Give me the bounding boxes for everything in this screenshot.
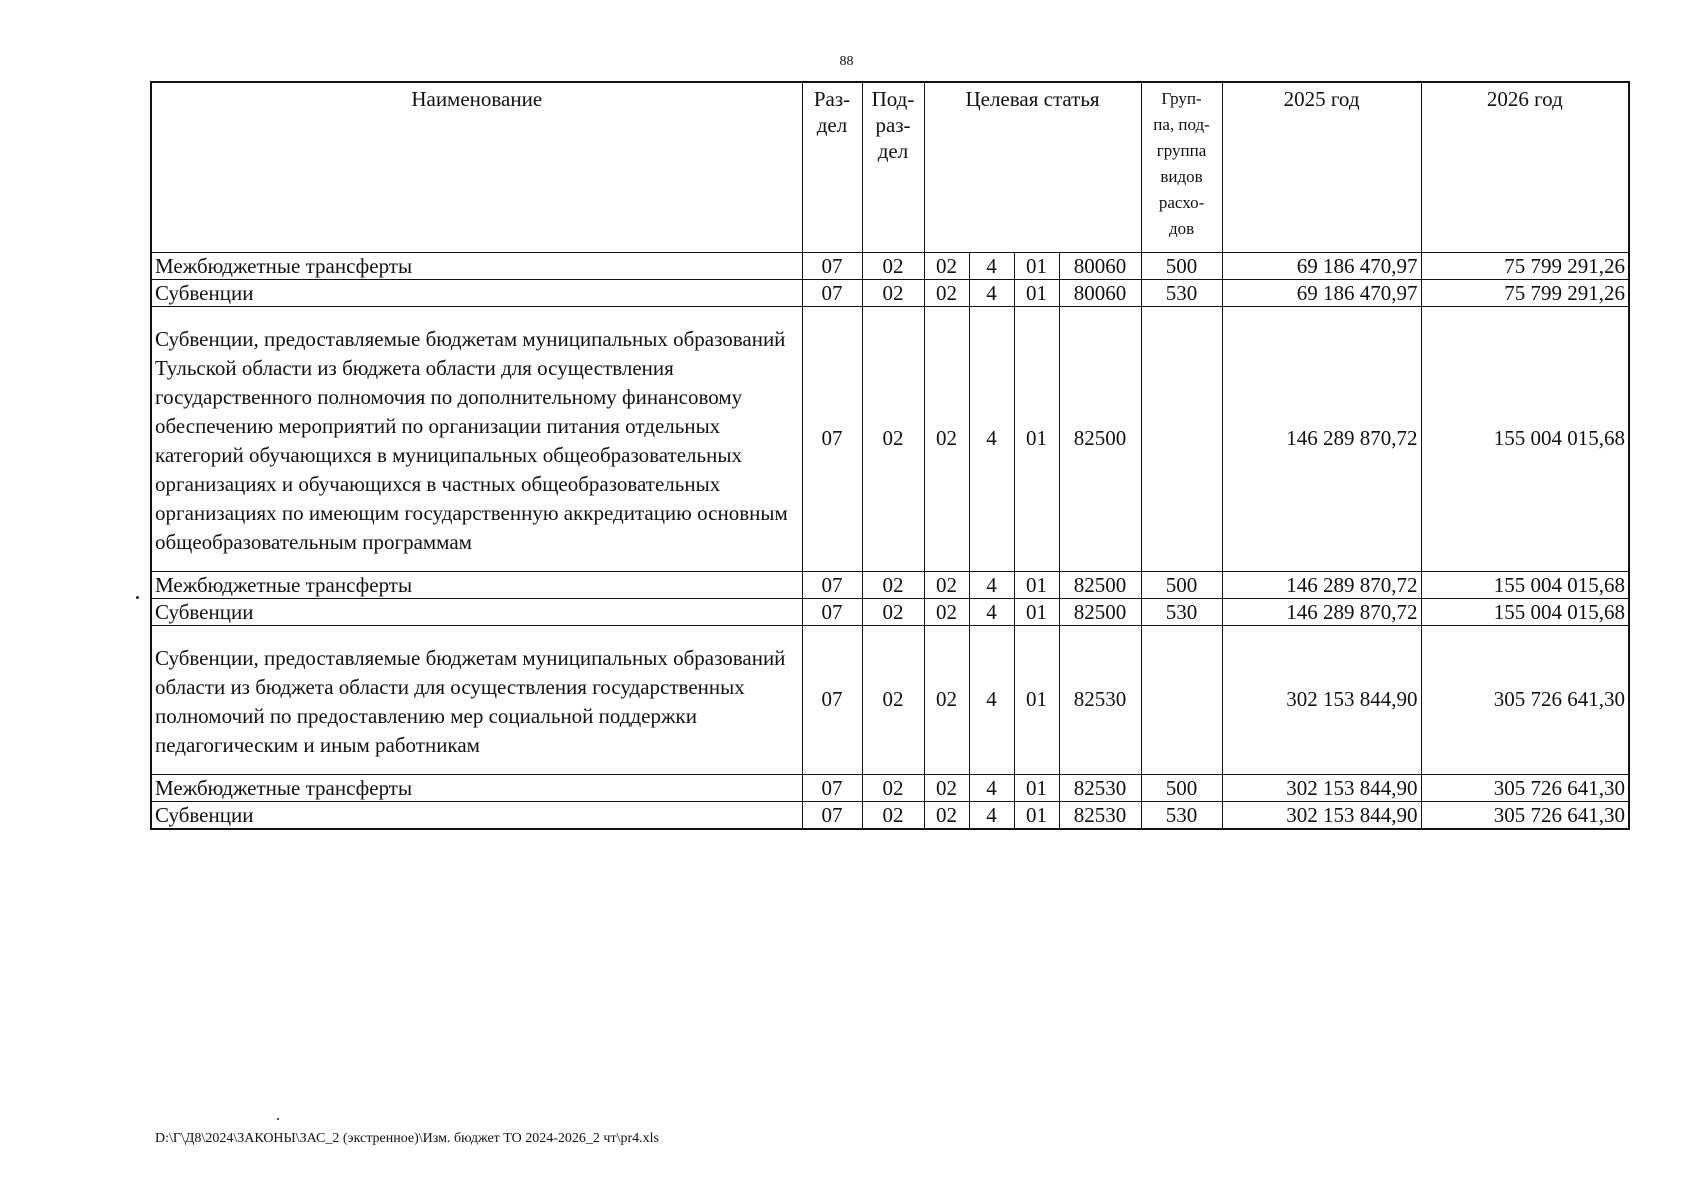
- table-row: [151, 774, 1629, 801]
- row-target-2: 4: [969, 306, 1014, 571]
- row-target-4: 80060: [1059, 252, 1141, 279]
- table-row: [151, 571, 1629, 598]
- row-target-1: 02: [924, 801, 969, 829]
- row-target-2: 4: [969, 625, 1014, 774]
- row-target-3: 01: [1014, 252, 1059, 279]
- row-2026: 305 726 641,30: [1421, 774, 1629, 801]
- row-name: Межбюджетные трансферты: [151, 774, 802, 801]
- row-target-2: 4: [969, 279, 1014, 306]
- header-name: Наименование: [151, 82, 802, 252]
- row-podrazdel: 02: [862, 801, 924, 829]
- row-2026: 75 799 291,26: [1421, 279, 1629, 306]
- row-target-2: 4: [969, 571, 1014, 598]
- row-target-3: 01: [1014, 625, 1059, 774]
- row-group: [1141, 306, 1222, 571]
- budget-table: [150, 81, 1630, 830]
- row-target-1: 02: [924, 306, 969, 571]
- header-year-2025: 2025 год: [1222, 82, 1421, 252]
- row-2026: 155 004 015,68: [1421, 571, 1629, 598]
- row-target-4: 80060: [1059, 279, 1141, 306]
- row-2026: 305 726 641,30: [1421, 625, 1629, 774]
- row-2025: 69 186 470,97: [1222, 252, 1421, 279]
- row-target-2: 4: [969, 801, 1014, 829]
- table-row: [151, 279, 1629, 306]
- row-target-1: 02: [924, 625, 969, 774]
- row-2026: 155 004 015,68: [1421, 306, 1629, 571]
- row-target-3: 01: [1014, 598, 1059, 625]
- row-target-1: 02: [924, 571, 969, 598]
- row-razdel: 07: [802, 279, 862, 306]
- row-target-3: 01: [1014, 306, 1059, 571]
- row-podrazdel: 02: [862, 625, 924, 774]
- scan-speck: [136, 596, 139, 599]
- row-target-4: 82500: [1059, 571, 1141, 598]
- header-razdel: Раз- дел: [802, 82, 862, 252]
- footer-file-path: D:\Г\Д8\2024\ЗАКОНЫ\ЗАС_2 (экстренное)\Изм. бюджет ТО 2024-2026_2 чт\pr4.xls: [155, 1131, 659, 1146]
- row-2025: 302 153 844,90: [1222, 625, 1421, 774]
- row-name: Субвенции: [151, 598, 802, 625]
- row-razdel: 07: [802, 571, 862, 598]
- row-group: 500: [1141, 571, 1222, 598]
- table-row: [151, 598, 1629, 625]
- row-target-1: 02: [924, 598, 969, 625]
- row-group: 500: [1141, 774, 1222, 801]
- row-group: 530: [1141, 598, 1222, 625]
- row-2026: 305 726 641,30: [1421, 801, 1629, 829]
- row-2025: 146 289 870,72: [1222, 571, 1421, 598]
- row-name: Субвенции, предоставляемые бюджетам муниципальных образований области из бюджета области для осуществления государственных полномочий по предоставлению мер социальной поддержки педагогическим и иным работникам: [151, 625, 802, 774]
- row-2026: 75 799 291,26: [1421, 252, 1629, 279]
- row-name: Субвенции: [151, 279, 802, 306]
- header-year-2026: 2026 год: [1421, 82, 1629, 252]
- row-name: Субвенции: [151, 801, 802, 829]
- row-2025: 146 289 870,72: [1222, 598, 1421, 625]
- row-group: 530: [1141, 801, 1222, 829]
- row-name: Субвенции, предоставляемые бюджетам муниципальных образований Тульской области из бюджета области для осуществления государственного полномочия по дополнительному финансовому обеспечению мероприятий по организации питания отдельных категорий обучающихся в муниципальных общеобразовательных организациях и обучающихся в частных общеобразовательных организациях по имеющим государственную аккредитацию основным общеобразовательным программам: [151, 306, 802, 571]
- header-target-article: Целевая статья: [924, 82, 1141, 252]
- row-target-2: 4: [969, 774, 1014, 801]
- table-row: [151, 801, 1629, 829]
- row-razdel: 07: [802, 774, 862, 801]
- row-name: Межбюджетные трансферты: [151, 571, 802, 598]
- row-2026: 155 004 015,68: [1421, 598, 1629, 625]
- row-target-4: 82500: [1059, 598, 1141, 625]
- row-group: 500: [1141, 252, 1222, 279]
- header-podrazdel: Под- раз- дел: [862, 82, 924, 252]
- row-target-3: 01: [1014, 279, 1059, 306]
- row-target-4: 82500: [1059, 306, 1141, 571]
- row-target-2: 4: [969, 598, 1014, 625]
- row-target-2: 4: [969, 252, 1014, 279]
- row-podrazdel: 02: [862, 774, 924, 801]
- row-2025: 302 153 844,90: [1222, 801, 1421, 829]
- row-2025: 69 186 470,97: [1222, 279, 1421, 306]
- row-target-3: 01: [1014, 801, 1059, 829]
- row-target-4: 82530: [1059, 801, 1141, 829]
- row-razdel: 07: [802, 306, 862, 571]
- table-header-row: [151, 82, 1629, 252]
- row-podrazdel: 02: [862, 252, 924, 279]
- row-target-1: 02: [924, 252, 969, 279]
- table-row: [151, 306, 1629, 571]
- row-target-1: 02: [924, 279, 969, 306]
- row-razdel: 07: [802, 252, 862, 279]
- row-podrazdel: 02: [862, 598, 924, 625]
- row-2025: 146 289 870,72: [1222, 306, 1421, 571]
- row-2025: 302 153 844,90: [1222, 774, 1421, 801]
- row-podrazdel: 02: [862, 279, 924, 306]
- row-razdel: 07: [802, 801, 862, 829]
- row-name: Межбюджетные трансферты: [151, 252, 802, 279]
- row-group: 530: [1141, 279, 1222, 306]
- row-podrazdel: 02: [862, 306, 924, 571]
- row-target-3: 01: [1014, 571, 1059, 598]
- row-group: [1141, 625, 1222, 774]
- header-expense-group: Груп- па, под- группа видов расхо- дов: [1141, 82, 1222, 252]
- row-target-4: 82530: [1059, 774, 1141, 801]
- row-razdel: 07: [802, 625, 862, 774]
- table-row: [151, 252, 1629, 279]
- row-target-3: 01: [1014, 774, 1059, 801]
- page-number: 88: [839, 54, 854, 69]
- table-row: [151, 625, 1629, 774]
- row-target-4: 82530: [1059, 625, 1141, 774]
- row-razdel: 07: [802, 598, 862, 625]
- scan-speck: [277, 1118, 279, 1120]
- row-podrazdel: 02: [862, 571, 924, 598]
- row-target-1: 02: [924, 774, 969, 801]
